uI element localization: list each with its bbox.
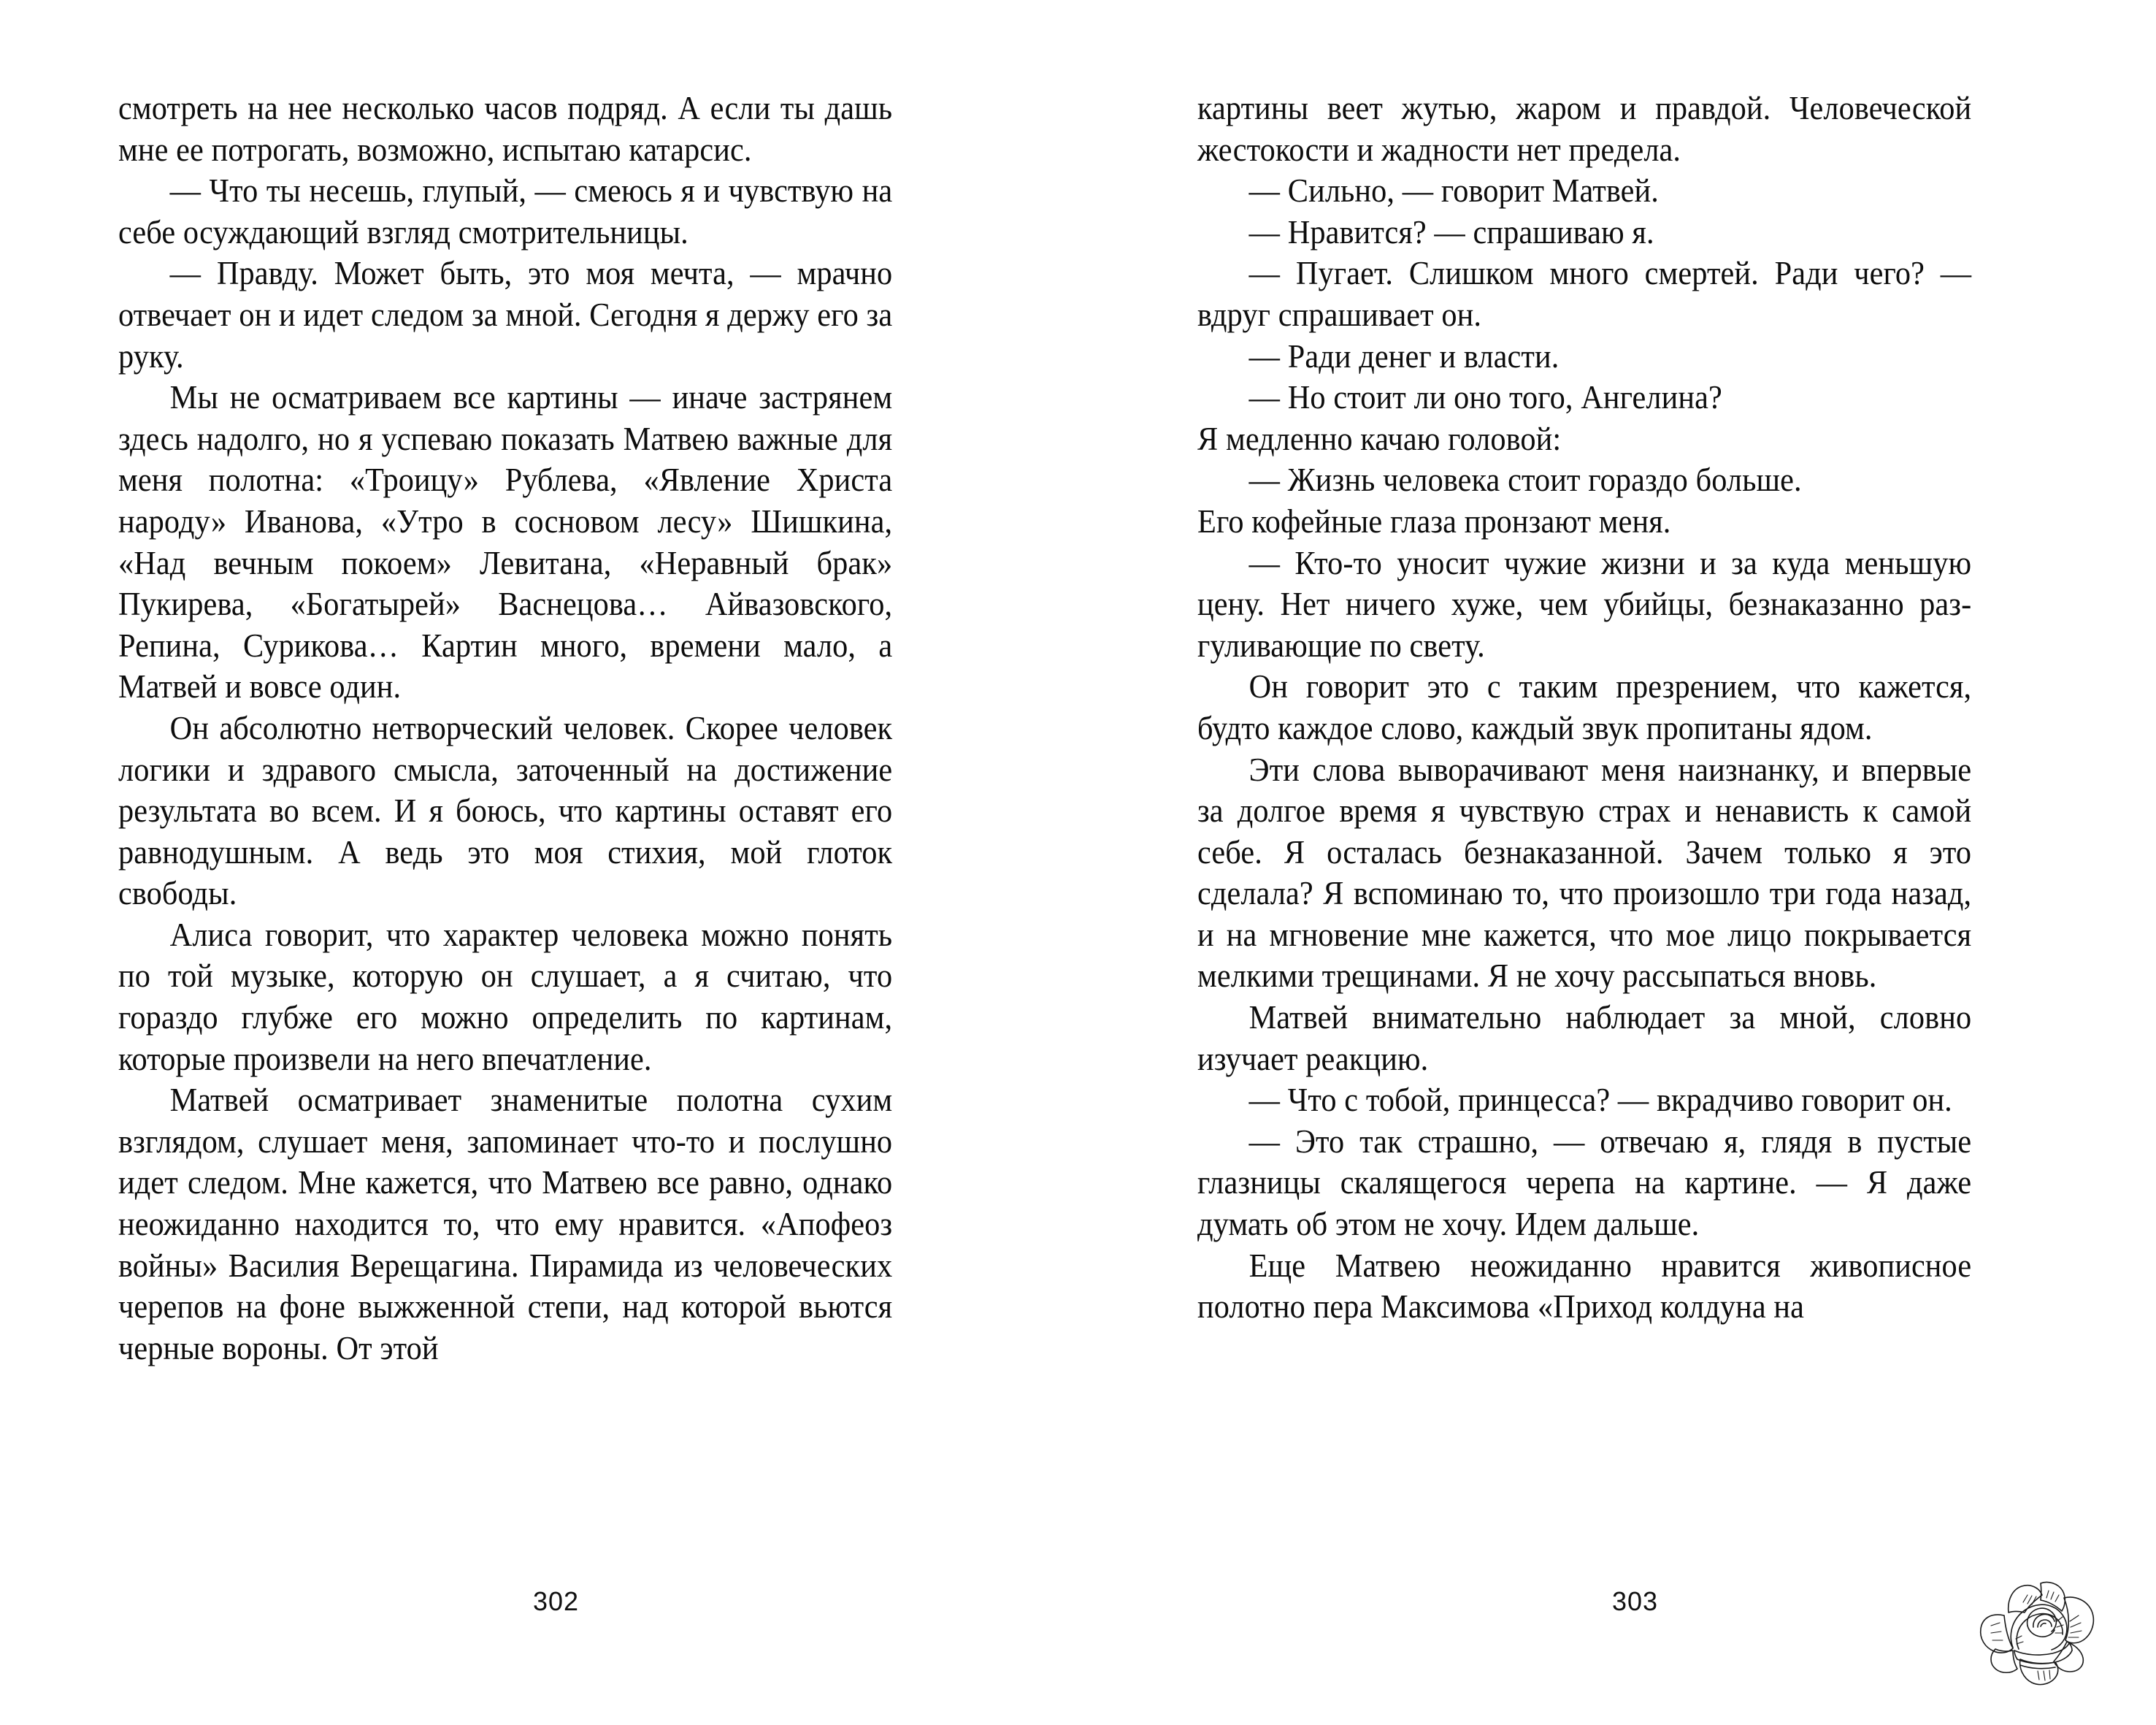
page-number-left: 302 xyxy=(533,1586,580,1616)
paragraph: — Жизнь человека стоит гораздо больше. xyxy=(1248,461,1802,499)
paragraph: Он говорит это с таким презрением, что кажется, будто каждое слово, каждый звук пропитаны ядом. xyxy=(1197,668,1972,746)
left-page-textblock xyxy=(118,88,892,1369)
paragraph: Его кофейные глаза пронзают меня. xyxy=(1197,502,1671,540)
paragraph: Еще Матвею неожиданно нравится живописное полотно пера Максимова «Приход колдуна на xyxy=(1197,1246,1972,1326)
rose-icon xyxy=(1976,1569,2111,1694)
paragraph: — Что ты несешь, глупый, — смеюсь я и чувствую на себе осуждающий взгляд смотрительницы. xyxy=(118,172,893,250)
paragraph: Мы не осматриваем все картины — иначе застрянем здесь надолго, но я успеваю показать Матвею важные для меня полотна: «Троицу» Рублева, «Явление Христа народу» Иванова, «Утро в сосновом лесу» Шишкина, «Над вечным покоем» Левитана, «Неравный брак» Пукирева, «Богатырей» Васнецова… Айвазовского, Репина, Сурикова… Картин много, времени мало, а Матвей и вовсе один. xyxy=(118,378,893,705)
paragraph: — Это так страшно, — отвечаю я, глядя в пустые глазницы скалящегося черепа на картине. — Я даже думать об этом не хочу. Идем дальше. xyxy=(1197,1122,1972,1243)
paragraph: Матвей внимательно наблюдает за мной, словно изучает реакцию. xyxy=(1197,998,1972,1077)
paragraph: картины веет жутью, жаром и правдой. Человеческой жестокости и жадности нет предела. xyxy=(1197,89,1972,168)
paragraph: Матвей осматривает знаменитые полотна сухим взглядом, слушает меня, запоминает что-то и послушно идет следом. Мне кажется, что Матвею все равно, однако неожиданно находится то, что ему нравится. «Апофеоз войны» Василия Верещагина. Пирамида из человеческих черепов на фоне выжженной степи, над которой вьются черные вороны. От этой xyxy=(118,1081,893,1366)
paragraph: — Пугает. Слишком много смертей. Ради чего? — вдруг спрашивает он. xyxy=(1197,254,1972,333)
page-number-right: 303 xyxy=(1612,1586,1659,1616)
paragraph: Алиса говорит, что характер человека можно понять по той музыке, которую он слушает, а я считаю, что гораздо глубже его можно определить по картинам, которые произвели на него впечатление. xyxy=(118,915,893,1077)
paragraph: Эти слова выворачивают меня наизнанку, и впервые за долгое время я чувствую страх и ненависть к самой себе. Я осталась безнаказанной. Зачем только я это сделала? Я вспоминаю то, что произошло три года назад, и на мгновение мне кажется, что мое лицо покрывается мелкими трещинами. Я не хочу рассыпаться вновь. xyxy=(1197,750,1972,995)
paragraph: — Нравится? — спрашиваю я. xyxy=(1248,213,1654,250)
paragraph: — Правду. Может быть, это моя мечта, — мрачно отвечает он и идет следом за мной. Сегодня я держу его за руку. xyxy=(118,254,893,375)
paragraph: — Но стоит ли оно того, Ангелина? xyxy=(1248,378,1722,416)
paragraph: — Ради денег и власти. xyxy=(1248,337,1560,375)
paragraph: — Что с тобой, принцесса? — вкрадчиво говорит он. xyxy=(1248,1081,1952,1119)
paragraph: — Сильно, — говорит Матвей. xyxy=(1248,172,1659,210)
paragraph: смотреть на нее несколько часов подряд. А если ты дашь мне ее потрогать, возможно, испытаю катарсис. xyxy=(118,89,893,168)
right-page-textblock xyxy=(1197,88,1971,1328)
left-page xyxy=(118,88,951,1519)
right-page xyxy=(1197,88,2030,1519)
paragraph: Я медленно качаю головой: xyxy=(1197,419,1562,457)
paragraph: — Кто-то уносит чужие жизни и за куда меньшую цену. Нет ничего хуже, чем убийцы, безнаказанно разгуливающие по свету. xyxy=(1197,543,1972,664)
paragraph: Он абсолютно нетворческий человек. Скорее человек логики и здравого смысла, заточенный на достижение результата во всем. И я боюсь, что картины оставят его равнодушным. А ведь это моя стихия, мой глоток свободы. xyxy=(118,708,893,912)
